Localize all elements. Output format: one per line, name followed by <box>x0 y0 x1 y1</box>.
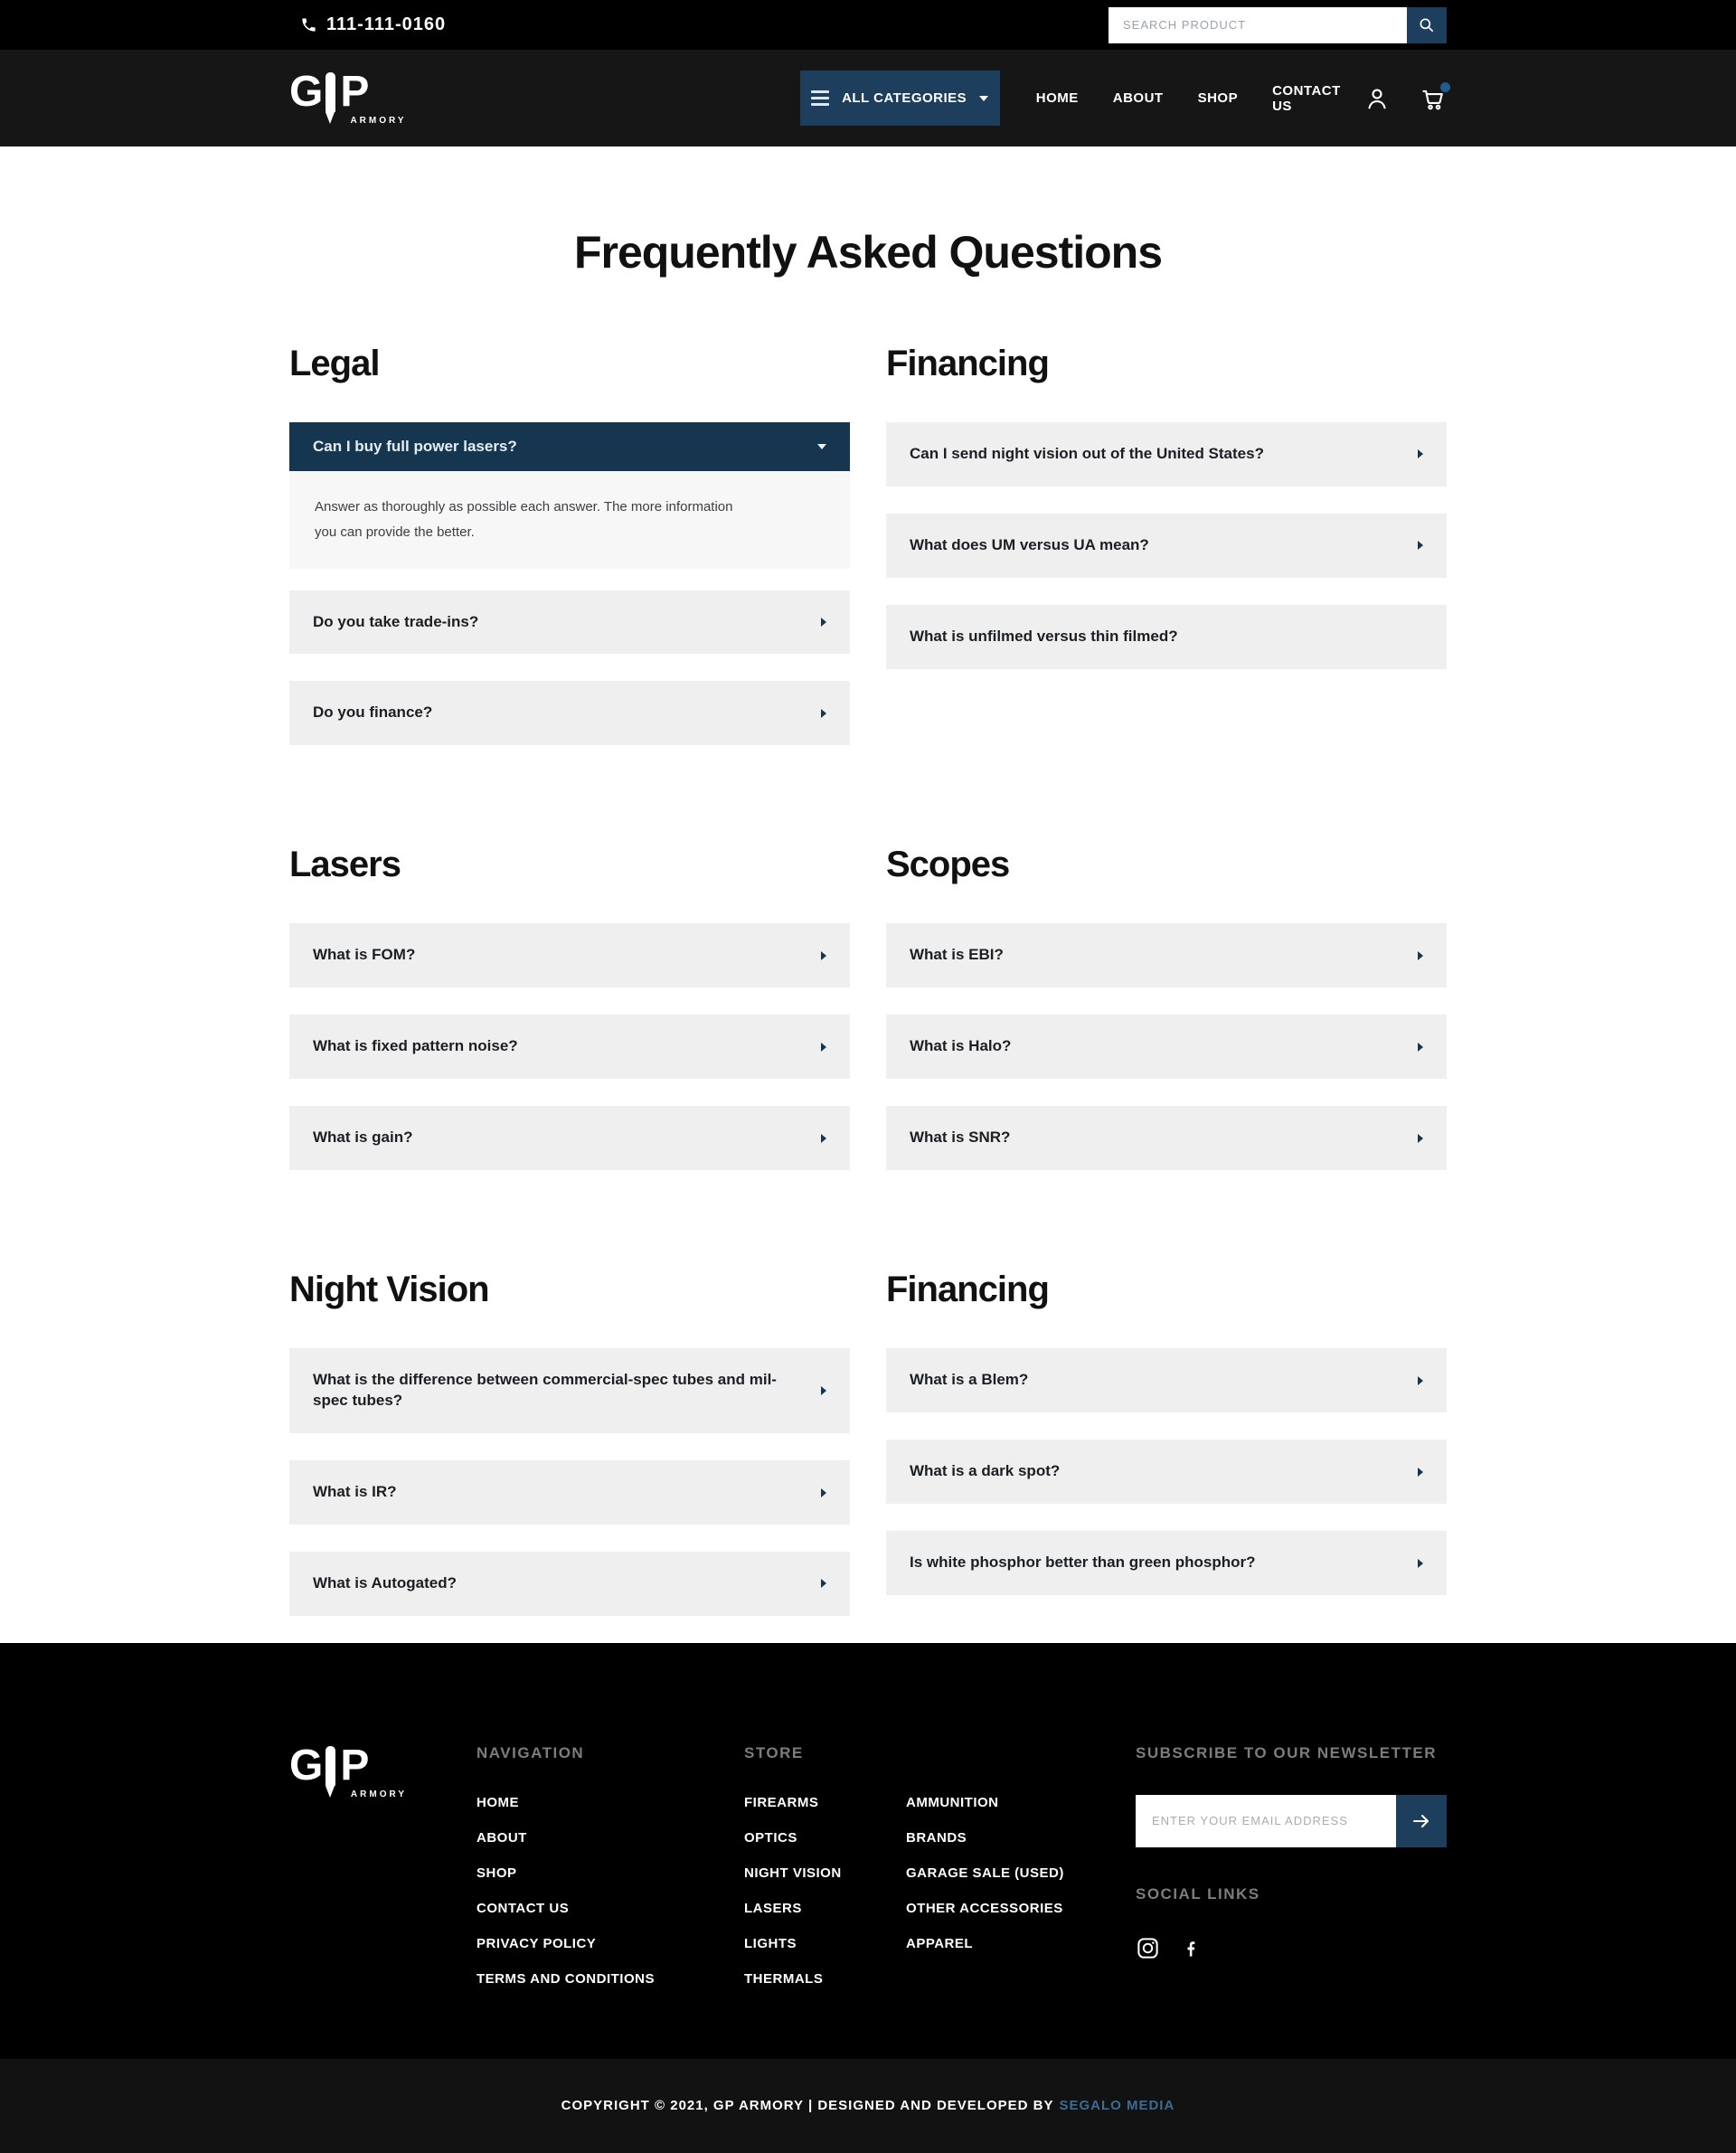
cart-badge <box>1440 82 1450 92</box>
faq-question-button[interactable]: Do you take trade-ins? <box>289 590 850 655</box>
faq-section-legal <box>289 344 850 772</box>
chevron-right-icon <box>1418 449 1423 458</box>
chevron-right-icon <box>821 951 826 960</box>
footer-link-contact-us[interactable]: CONTACT US <box>476 1900 570 1916</box>
faq-question-button[interactable]: What is Autogated? <box>289 1552 850 1616</box>
section-title: Financing <box>886 1270 1049 1310</box>
site-footer <box>0 1643 1736 2059</box>
facebook-icon <box>1180 1937 1202 1959</box>
chevron-right-icon <box>821 1579 826 1588</box>
instagram-icon <box>1136 1936 1160 1960</box>
chevron-right-icon <box>821 618 826 627</box>
faq-answer-text: Answer as thoroughly as possible each answer. The more information you can provide the better. <box>315 499 733 540</box>
faq-section-lasers <box>289 845 850 1197</box>
faq-item-expanded <box>289 422 850 569</box>
newsletter-email-input[interactable] <box>1136 1795 1396 1847</box>
chevron-right-icon <box>1418 1043 1423 1052</box>
faq-question-button[interactable]: What does UM versus UA mean? <box>886 514 1447 578</box>
top-bar <box>0 0 1736 50</box>
search-icon <box>1418 16 1436 34</box>
main-nav <box>1036 83 1363 114</box>
copyright-bar <box>0 2059 1736 2153</box>
account-button[interactable] <box>1363 85 1391 112</box>
faq-question-button[interactable]: What is SNR? <box>886 1106 1447 1170</box>
search-button[interactable] <box>1407 7 1447 43</box>
faq-question-button[interactable]: What is the difference between commercial-spec tubes and mil-spec tubes? <box>289 1348 850 1433</box>
faq-section-night-vision <box>289 1270 850 1643</box>
cart-button[interactable] <box>1420 85 1447 112</box>
phone-icon <box>300 16 317 33</box>
faq-question-button[interactable]: Do you finance? <box>289 681 850 745</box>
footer-link-other-accessories[interactable]: OTHER ACCESSORIES <box>906 1900 1063 1916</box>
footer-link-firearms[interactable]: FIREARMS <box>744 1794 819 1810</box>
logo-letter-p: P <box>340 1741 368 1789</box>
footer-newsletter-column <box>1136 1744 1447 2007</box>
chevron-right-icon <box>821 1043 826 1052</box>
nav-about[interactable]: ABOUT <box>1112 90 1164 106</box>
search-input[interactable] <box>1109 7 1407 43</box>
chevron-down-icon <box>979 96 988 101</box>
faq-question-button[interactable]: What is a Blem? <box>886 1348 1447 1412</box>
facebook-link[interactable] <box>1180 1937 1202 1959</box>
faq-question-button[interactable]: What is IR? <box>289 1460 850 1525</box>
faq-question-button[interactable]: Can I send night vision out of the United States? <box>886 422 1447 486</box>
footer-link-thermals[interactable]: THERMALS <box>744 1970 824 1987</box>
bullet-icon <box>326 72 335 112</box>
nav-shop[interactable]: SHOP <box>1197 90 1239 106</box>
section-title: Night Vision <box>289 1270 489 1310</box>
main-content <box>0 146 1736 1643</box>
footer-link-optics[interactable]: OPTICS <box>744 1829 797 1846</box>
phone-number: 111-111-0160 <box>326 14 447 34</box>
newsletter-submit-button[interactable] <box>1396 1795 1447 1847</box>
faq-question-button[interactable]: What is gain? <box>289 1106 850 1170</box>
footer-link-shop[interactable]: SHOP <box>476 1865 517 1881</box>
site-header <box>0 50 1736 146</box>
footer-link-lights[interactable]: LIGHTS <box>744 1935 797 1951</box>
faq-answer-panel <box>289 471 850 569</box>
logo-letter-g: G <box>289 1741 322 1789</box>
faq-question-button[interactable]: What is Halo? <box>886 1015 1447 1079</box>
chevron-down-icon <box>817 444 826 449</box>
footer-logo[interactable] <box>289 1741 407 1799</box>
logo-armory-text: ARMORY <box>350 1789 407 1799</box>
faq-question-button[interactable]: What is a dark spot? <box>886 1440 1447 1504</box>
newsletter-heading: SUBSCRIBE TO OUR NEWSLETTER <box>1136 1743 1437 1761</box>
footer-link-about[interactable]: ABOUT <box>476 1829 527 1846</box>
section-title: Lasers <box>289 845 401 885</box>
footer-link-privacy-policy[interactable]: PRIVACY POLICY <box>476 1935 597 1951</box>
chevron-right-icon <box>821 1488 826 1497</box>
footer-link-brands[interactable]: BRANDS <box>906 1829 967 1846</box>
logo-letter-g: G <box>289 68 322 116</box>
logo-armory-text: ARMORY <box>350 116 407 126</box>
faq-question-button[interactable]: What is fixed pattern noise? <box>289 1015 850 1079</box>
segalo-media-link[interactable]: SEGALO MEDIA <box>1059 2098 1175 2114</box>
user-icon <box>1363 85 1391 112</box>
logo-letter-p: P <box>340 68 368 116</box>
site-logo[interactable] <box>289 68 407 126</box>
footer-link-terms[interactable]: TERMS AND CONDITIONS <box>476 1970 655 1987</box>
faq-question-button[interactable]: What is EBI? <box>886 923 1447 987</box>
chevron-right-icon <box>821 1134 826 1143</box>
copyright-text: COPYRIGHT © 2021, GP ARMORY | DESIGNED AND DEVELOPED BY <box>561 2098 1054 2114</box>
faq-question-button[interactable]: Can I buy full power lasers? <box>289 422 850 471</box>
chevron-right-icon <box>1418 1376 1423 1385</box>
all-categories-button[interactable] <box>800 71 1000 126</box>
chevron-right-icon <box>1418 1134 1423 1143</box>
faq-question-button[interactable]: What is unfilmed versus thin filmed? <box>886 605 1447 669</box>
page-title: Frequently Asked Questions <box>573 227 1163 278</box>
faq-section-scopes <box>886 845 1447 1197</box>
footer-link-night-vision[interactable]: NIGHT VISION <box>744 1865 842 1881</box>
section-title: Scopes <box>886 845 1010 885</box>
footer-navigation-column <box>476 1744 744 2007</box>
faq-section-financing-2 <box>886 1270 1447 1643</box>
section-title: Financing <box>886 344 1049 383</box>
chevron-right-icon <box>821 1386 826 1395</box>
bullet-icon <box>326 1746 335 1786</box>
faq-grid <box>289 344 1447 1643</box>
footer-link-ammunition[interactable]: AMMUNITION <box>906 1794 999 1810</box>
instagram-link[interactable] <box>1136 1936 1160 1960</box>
phone-link[interactable] <box>289 14 446 35</box>
nav-contact-us[interactable]: CONTACT US <box>1272 82 1341 114</box>
footer-store-heading: STORE <box>744 1743 804 1761</box>
footer-navigation-heading: NAVIGATION <box>476 1743 585 1761</box>
footer-store-column <box>744 1744 1136 2007</box>
all-categories-label: ALL CATEGORIES <box>842 90 967 106</box>
arrow-right-icon <box>1410 1810 1432 1832</box>
footer-link-apparel[interactable]: APPAREL <box>906 1935 974 1951</box>
faq-question-button[interactable]: Is white phosphor better than green phosphor? <box>886 1531 1447 1595</box>
footer-link-home[interactable]: HOME <box>476 1794 519 1810</box>
section-title: Legal <box>289 344 380 383</box>
nav-home[interactable]: HOME <box>1035 90 1079 106</box>
social-links-heading: SOCIAL LINKS <box>1136 1884 1260 1903</box>
search-bar <box>1109 7 1447 43</box>
newsletter-form <box>1136 1795 1447 1847</box>
footer-link-garage-sale[interactable]: GARAGE SALE (USED) <box>906 1865 1064 1881</box>
chevron-right-icon <box>1418 1559 1423 1568</box>
chevron-right-icon <box>821 709 826 718</box>
footer-link-lasers[interactable]: LASERS <box>744 1900 802 1916</box>
chevron-right-icon <box>1418 951 1423 960</box>
chevron-right-icon <box>1418 541 1423 550</box>
hamburger-icon <box>811 90 829 106</box>
chevron-right-icon <box>1418 1468 1423 1477</box>
faq-question-button[interactable]: What is FOM? <box>289 923 850 987</box>
faq-section-financing-1 <box>886 344 1447 772</box>
